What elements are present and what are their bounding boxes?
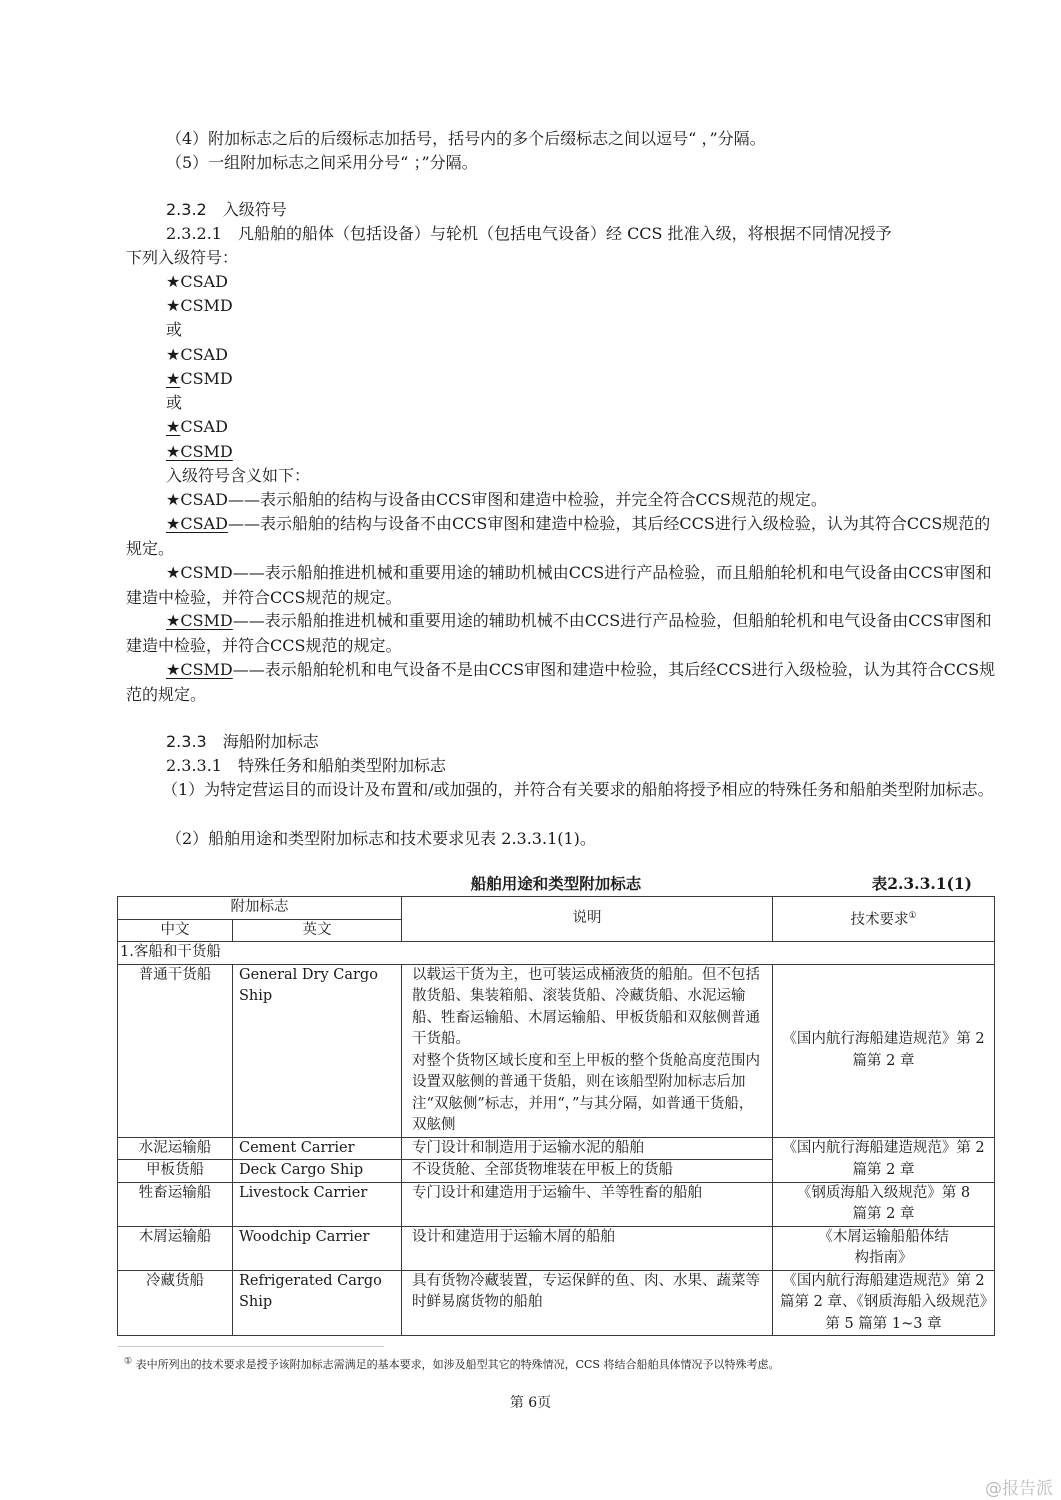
cell-cn: 牲畜运输船 <box>118 1182 233 1226</box>
cell-en: Deck Cargo Ship <box>233 1160 402 1183</box>
cell-cn: 普通干货船 <box>118 964 233 1137</box>
notation-table <box>117 896 995 1336</box>
table-row <box>118 1226 995 1270</box>
meaning-text: ——表示船舶推进机械和重要用途的辅助机械由CCS进行产品检验，而且船舶轮机和电气设备由CCS审图和建造中检验，并符合CCS规范的规定。 <box>126 563 992 607</box>
page-number: 第 6页 <box>509 1395 552 1411</box>
table-row <box>118 1182 995 1226</box>
class-symbol-1 <box>166 270 1036 294</box>
header-requirements-label: 技术要求 <box>850 912 909 929</box>
meaning-3 <box>126 561 996 610</box>
cell-req: 《国内航行海船建造规范》第 2 篇第 2 章、《钢质海船入级规范》第 5 篇第 1~3 章 <box>773 1270 995 1336</box>
footnote-marker: ① <box>124 1356 133 1367</box>
header-english: 英文 <box>233 919 402 942</box>
symbol-code: ★CSMD <box>166 563 233 582</box>
section-number: 2.3.2 <box>166 200 207 219</box>
intro-item-5: （5）一组附加标志之间采用分号“ ；”分隔。 <box>166 153 478 172</box>
or-text-2: 或 <box>166 393 183 412</box>
class-symbol-5 <box>166 415 1036 439</box>
cell-en: Refrigerated Cargo Ship <box>233 1270 402 1336</box>
table-number: 表2.3.3.1(1) <box>871 874 972 893</box>
footnote-divider <box>118 1346 384 1347</box>
desc-para-2: 对整个货物区域长度和至上甲板的整个货舱高度范围内设置双舷侧的普通干货船，则在该船型附加标志后加注“双舷侧”标志，并用“，”与其分隔，如普通干货船，双舷侧 <box>412 1052 760 1133</box>
symbol-code: CSAD <box>180 272 228 291</box>
cell-cn: 木屑运输船 <box>118 1226 233 1270</box>
class-symbol-2 <box>166 294 1036 318</box>
intro-item-4: （4）附加标志之后的后缀标志加括号，括号内的多个后缀标志之间以逗号“ ，”分隔。 <box>166 129 766 148</box>
symbol-code: ★CSMD <box>166 611 233 630</box>
watermark: @报告派 <box>985 1479 1053 1499</box>
desc-para-1: 以载运干货为主，也可装运成桶液货的船舶。但不包括散货船、集装箱船、滚装货船、冷藏货船、水泥运输船、牲畜运输船、木屑运输船、甲板货船和双舷侧普通干货船。 <box>412 966 760 1047</box>
header-notation-group: 附加标志 <box>118 897 402 920</box>
cell-desc: 专门设计和建造用于运输牛、羊等牲畜的船舶 <box>402 1182 773 1226</box>
cell-req: 《木屑运输船船体结构指南》 <box>773 1226 995 1270</box>
footnote-marker: ① <box>908 911 917 922</box>
class-symbol-3 <box>166 343 1036 367</box>
symbol-code: CSMD <box>180 369 233 388</box>
section-233-item-1: （1）为特定营运目的而设计及布置和/或加强的，并符合有关要求的船舶将授予相应的特殊任务和船舶类型附加标志。 <box>162 780 994 799</box>
table-header-row <box>118 897 995 920</box>
section-title: 海船附加标志 <box>222 732 319 751</box>
cell-desc: 设计和建造用于运输木屑的船舶 <box>402 1226 773 1270</box>
cell-en: General Dry Cargo Ship <box>233 964 402 1137</box>
cell-desc: 不设货舱、全部货物堆装在甲板上的货船 <box>402 1160 773 1183</box>
footnote-text: 表中所列出的技术要求是授予该附加标志需满足的基本要求，如涉及船型其它的特殊情况，CCS 将结合船舶具体情况予以特殊考虑。 <box>135 1358 780 1371</box>
sub-heading-2-3-3-1: 2.3.3.1 特殊任务和船舶类型附加标志 <box>166 756 446 775</box>
meaning-text: ——表示船舶的结构与设备不由CCS审图和建造中检验，其后经CCS进行入级检验，认为其符合CCS规范的规定。 <box>126 514 991 558</box>
or-text-1: 或 <box>166 320 183 339</box>
header-requirements <box>773 897 995 942</box>
section-2-3-3-heading <box>166 730 1036 754</box>
cell-cn: 冷藏货船 <box>118 1270 233 1336</box>
cell-cn: 水泥运输船 <box>118 1137 233 1160</box>
star-icon: ★ <box>166 272 181 291</box>
meaning-text: ——表示船舶轮机和电气设备不是由CCS审图和建造中检验，其后经CCS进行入级检验，认为其符合CCS规范的规定。 <box>126 660 996 704</box>
cell-desc: 专门设计和制造用于运输水泥的船舶 <box>402 1137 773 1160</box>
star-icon: ★ <box>166 345 181 364</box>
cell-req: 《国内航行海船建造规范》第 2 篇第 2 章 <box>773 1137 995 1182</box>
section-number: 2.3.3 <box>166 732 207 751</box>
category-label: 1.客船和干货船 <box>118 942 995 965</box>
class-symbol-6 <box>166 440 1036 464</box>
footnote <box>124 1356 779 1372</box>
symbol-code: CSMD <box>180 442 233 461</box>
symbol-code: CSAD <box>180 345 228 364</box>
header-description: 说明 <box>402 897 773 942</box>
cell-en: Cement Carrier <box>233 1137 402 1160</box>
meaning-intro: 入级符号含义如下： <box>166 466 311 485</box>
cell-en: Woodchip Carrier <box>233 1226 402 1270</box>
class-symbol-4 <box>166 367 1036 391</box>
cell-desc: 具有货物冷藏装置，专运保鲜的鱼、肉、水果、蔬菜等时鲜易腐货物的船舶 <box>402 1270 773 1336</box>
meaning-text: ——表示船舶推进机械和重要用途的辅助机械不由CCS进行产品检验，但船舶轮机和电气设备由CCS审图和建造中检验，并符合CCS规范的规定。 <box>126 611 992 655</box>
symbol-code: ★CSAD <box>166 514 228 533</box>
header-chinese: 中文 <box>118 919 233 942</box>
cell-req: 《国内航行海船建造规范》第 2 篇第 2 章 <box>773 964 995 1137</box>
section-2-3-2-heading <box>166 198 1036 222</box>
symbol-code: ★CSMD <box>166 660 233 679</box>
table-row <box>118 1137 995 1160</box>
cell-en: Livestock Carrier <box>233 1182 402 1226</box>
symbol-code: ★CSAD <box>166 490 228 509</box>
star-underlined-icon: ★ <box>166 369 181 388</box>
section-title: 入级符号 <box>222 200 287 219</box>
symbol-code: CSAD <box>180 417 228 436</box>
para-2-3-2-1-line2: 下列入级符号： <box>126 248 239 267</box>
meaning-4 <box>126 609 996 658</box>
table-row <box>118 964 995 1137</box>
meaning-5 <box>126 658 996 707</box>
para-2-3-2-1-line1: 2.3.2.1 凡船舶的船体（包括设备）与轮机（包括电气设备）经 CCS 批准入级，将根据不同情况授予 <box>166 224 892 243</box>
star-underlined-icon: ★ <box>166 442 181 461</box>
cell-desc <box>402 964 773 1137</box>
star-underlined-icon: ★ <box>166 417 181 436</box>
meaning-text: ——表示船舶的结构与设备由CCS审图和建造中检验，并完全符合CCS规范的规定。 <box>227 490 827 509</box>
table-caption <box>118 872 994 896</box>
meaning-1 <box>126 488 996 513</box>
table-title: 船舶用途和类型附加标志 <box>470 875 642 893</box>
section-233-item-2: （2）船舶用途和类型附加标志和技术要求见表 2.3.3.1(1)。 <box>166 829 596 848</box>
cell-req: 《钢质海船入级规范》第 8 篇第 2 章 <box>773 1182 995 1226</box>
symbol-code: CSMD <box>180 296 233 315</box>
table-category-row <box>118 942 995 965</box>
cell-cn: 甲板货船 <box>118 1160 233 1183</box>
table-row <box>118 1270 995 1336</box>
meaning-2 <box>126 512 996 561</box>
star-icon: ★ <box>166 296 181 315</box>
